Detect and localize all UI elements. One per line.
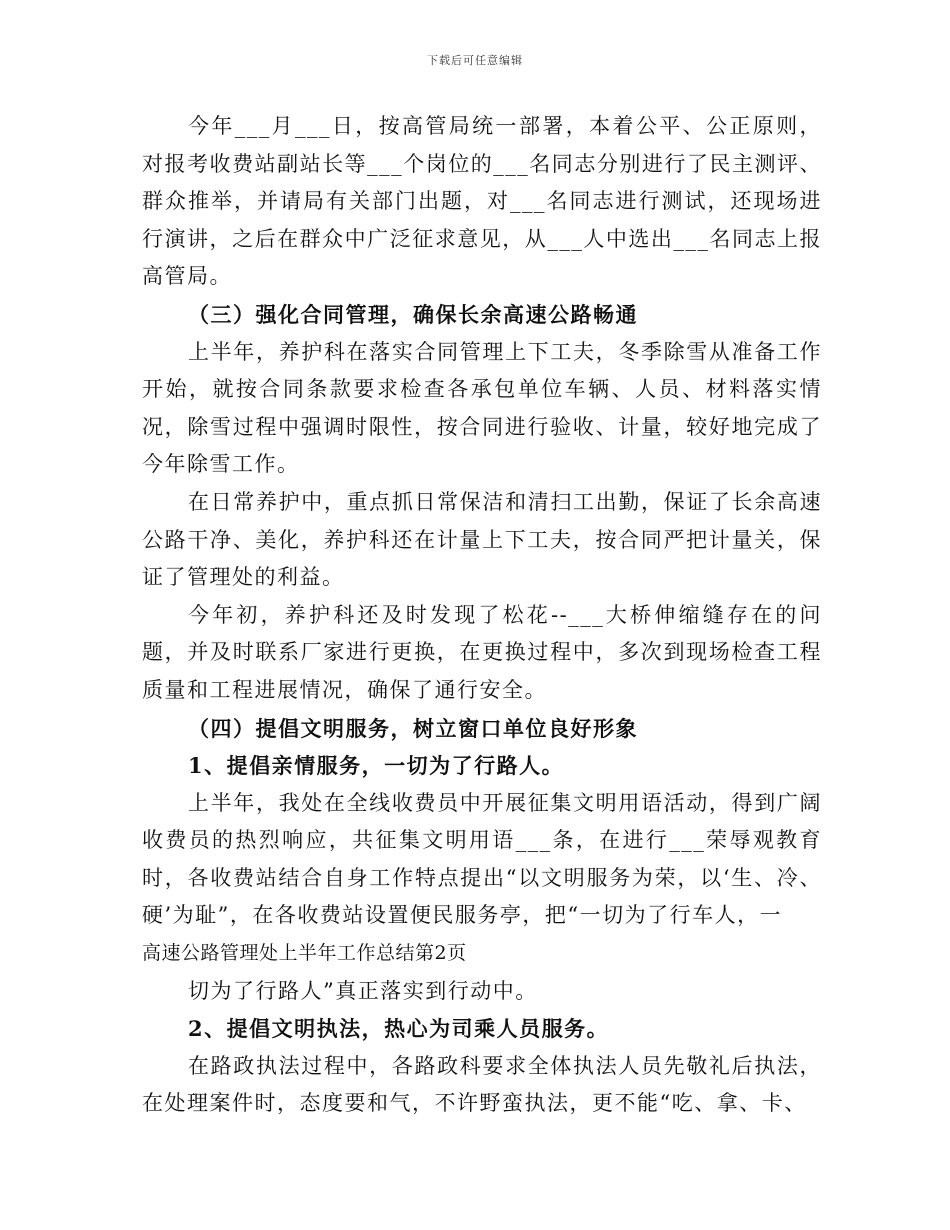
paragraph-continuation: 切为了行路人”真正落实到行动中。 [188,978,538,1003]
subheading-1: 1、提倡亲情服务，一切为了行路人。 [188,753,565,779]
section-heading-4: （四）提倡文明服务，树立窗口单位良好形象 [188,715,638,741]
page-footer-label: 高速公路管理处上半年工作总结第2页 [142,942,467,965]
subheading-2: 2、提倡文明执法，热心为司乘人员服务。 [188,1016,610,1042]
document-body [142,108,822,1123]
paragraph-law-enforcement: 在路政执法过程中，各路政科要求全体执法人员先敬礼后执法，在处理案件时，态度要和气，不许野蛮执法，更不能“吃、拿、卡、 [142,1053,822,1116]
paragraph-appointment: 今年___月___日，按高管局统一部署，本着公平、公正原则，对报考收费站副站长等___个岗位的___名同志分别进行了民主测评、群众推举，并请局有关部门出题，对___名同志进行测试，还现场进行演讲，之后在群众中广泛征求意见，从___人中选出___名同志上报高管局。 [142,114,822,289]
page-header: 下载后可任意编辑 [427,54,523,67]
section-heading-3: （三）强化合同管理，确保长余高速公路畅通 [188,301,638,327]
paragraph-daily-maintenance: 在日常养护中，重点抓日常保洁和清扫工出勤，保证了长余高速公路干净、美化，养护科还在计量上下工夫，按合同严把计量关，保证了管理处的利益。 [142,489,822,590]
paragraph-civil-service: 上半年，我处在全线收费员中开展征集文明用语活动，得到广阔收费员的热烈响应，共征集文明用语___条，在进行___荣辱观教育时，各收费站结合自身工作特点提出“以文明服务为荣，以‘生、冷、硬’为耻”，在各收费站设置便民服务亭，把“一切为了行车人，一 [142,790,822,928]
paragraph-contract-management: 上半年，养护科在落实合同管理上下工夫，冬季除雪从准备工作开始，就按合同条款要求检查各承包单位车辆、人员、材料落实情况，除雪过程中强调时限性，按合同进行验收、计量，较好地完成了今年除雪工作。 [142,339,822,477]
paragraph-bridge-repair: 今年初，养护科还及时发现了松花--___大桥伸缩缝存在的问题，并及时联系厂家进行更换，在更换过程中，多次到现场检查工程质量和工程进展情况，确保了通行安全。 [142,602,822,702]
